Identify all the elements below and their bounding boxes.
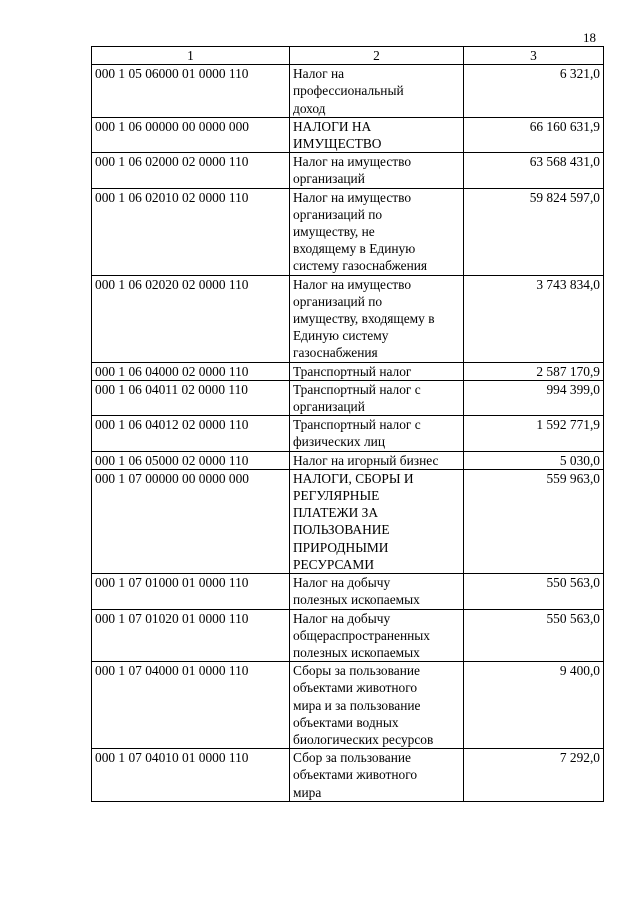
budget-code-cell: 000 1 06 04000 02 0000 110 [92,362,290,380]
budget-code-cell: 000 1 07 04000 01 0000 110 [92,662,290,749]
column-header-name: 2 [290,47,464,65]
amount-cell: 550 563,0 [464,609,604,662]
table-row [92,362,604,380]
revenue-name-cell [290,188,464,275]
amount-cell: 1 592 771,9 [464,416,604,451]
revenue-name-line: общераспространенных [293,627,430,643]
revenue-name-line: Сбор за пользование [293,750,411,766]
revenue-name-cell [290,416,464,451]
budget-code-cell: 000 1 07 04010 01 0000 110 [92,749,290,802]
revenue-name-line: Налог на добычу [293,575,391,591]
revenue-name-line: Налог на игорный бизнес [293,452,439,468]
revenue-name-cell [290,469,464,573]
table-row [92,153,604,188]
table-row [92,188,604,275]
revenue-name-line: Транспортный налог с [293,417,421,433]
amount-cell: 550 563,0 [464,574,604,609]
revenue-name-cell [290,275,464,362]
table-body [92,65,604,802]
revenue-name-line: ПОЛЬЗОВАНИЕ [293,522,390,538]
revenue-name-line: организаций [293,171,365,187]
revenue-name-cell [290,362,464,380]
revenue-name-cell [290,65,464,118]
budget-code-cell: 000 1 07 01000 01 0000 110 [92,574,290,609]
amount-cell: 3 743 834,0 [464,275,604,362]
revenue-name-line: организаций по [293,293,383,309]
amount-cell: 66 160 631,9 [464,117,604,152]
table-row [92,275,604,362]
table-row [92,574,604,609]
revenue-name-line: профессиональный [293,83,404,99]
revenue-name-line: Транспортный налог с [293,381,421,397]
amount-cell: 6 321,0 [464,65,604,118]
amount-cell: 63 568 431,0 [464,153,604,188]
table-row [92,117,604,152]
revenue-name-line: мира и за пользование [293,697,421,713]
amount-cell: 5 030,0 [464,451,604,469]
page-number: 18 [583,30,596,45]
revenue-name-line: объектами животного [293,767,418,783]
budget-code-cell: 000 1 06 04012 02 0000 110 [92,416,290,451]
budget-code-cell: 000 1 06 02000 02 0000 110 [92,153,290,188]
table-row [92,380,604,415]
revenue-name-line: организаций [293,399,365,415]
table-row [92,609,604,662]
revenue-name-line: Сборы за пользование [293,663,420,679]
revenue-name-line: физических лиц [293,434,385,450]
revenue-name-cell [290,574,464,609]
budget-code-cell: 000 1 06 04011 02 0000 110 [92,380,290,415]
budget-code-cell: 000 1 06 02020 02 0000 110 [92,275,290,362]
amount-cell: 9 400,0 [464,662,604,749]
revenue-name-line: Налог на имущество [293,154,412,170]
table-row [92,416,604,451]
budget-code-cell: 000 1 07 01020 01 0000 110 [92,609,290,662]
revenue-name-line: мира [293,784,322,800]
revenue-name-line: газоснабжения [293,345,378,361]
revenue-name-cell [290,117,464,152]
amount-cell: 2 587 170,9 [464,362,604,380]
revenue-name-cell [290,662,464,749]
table-row [92,469,604,573]
revenue-name-cell [290,153,464,188]
revenue-name-line: ПРИРОДНЫМИ [293,539,389,555]
table-header-row [92,47,604,65]
amount-cell: 994 399,0 [464,380,604,415]
budget-code-cell: 000 1 06 00000 00 0000 000 [92,117,290,152]
budget-code-cell: 000 1 07 00000 00 0000 000 [92,469,290,573]
column-header-code: 1 [92,47,290,65]
budget-code-cell: 000 1 06 02010 02 0000 110 [92,188,290,275]
revenue-name-line: объектами животного [293,680,418,696]
table-row [92,65,604,118]
revenue-name-line: имуществу, не [293,224,375,240]
table-row [92,749,604,802]
revenue-name-line: входящему в Единую [293,241,416,257]
revenue-name-line: имуществу, входящему в [293,311,435,327]
revenue-name-line: организаций по [293,206,383,222]
revenue-name-line: Единую систему [293,328,389,344]
column-header-amount: 3 [464,47,604,65]
revenue-name-line: Налог на добычу [293,610,391,626]
revenue-name-cell [290,380,464,415]
amount-cell: 59 824 597,0 [464,188,604,275]
revenue-name-line: Транспортный налог [293,363,412,379]
revenue-name-line: НАЛОГИ, СБОРЫ И [293,470,414,486]
amount-cell: 7 292,0 [464,749,604,802]
amount-cell: 559 963,0 [464,469,604,573]
revenue-name-line: Налог на имущество [293,276,412,292]
table-row [92,451,604,469]
revenue-name-line: РЕСУРСАМИ [293,556,374,572]
budget-code-cell: 000 1 06 05000 02 0000 110 [92,451,290,469]
revenue-name-cell [290,451,464,469]
revenue-name-line: полезных ископаемых [293,592,420,608]
revenue-name-line: Налог на [293,66,345,82]
revenue-name-line: РЕГУЛЯРНЫЕ [293,488,380,504]
revenue-name-line: ИМУЩЕСТВО [293,136,382,152]
revenue-name-cell [290,749,464,802]
revenue-name-line: доход [293,100,326,116]
revenue-name-line: систему газоснабжения [293,258,428,274]
table-row [92,662,604,749]
revenue-name-line: биологических ресурсов [293,731,434,747]
revenue-name-line: Налог на имущество [293,189,412,205]
revenue-name-line: полезных ископаемых [293,644,420,660]
revenue-name-line: объектами водных [293,714,399,730]
budget-code-cell: 000 1 05 06000 01 0000 110 [92,65,290,118]
revenue-name-line: НАЛОГИ НА [293,118,372,134]
revenue-name-line: ПЛАТЕЖИ ЗА [293,505,378,521]
revenue-name-cell [290,609,464,662]
budget-revenue-table [91,46,604,802]
